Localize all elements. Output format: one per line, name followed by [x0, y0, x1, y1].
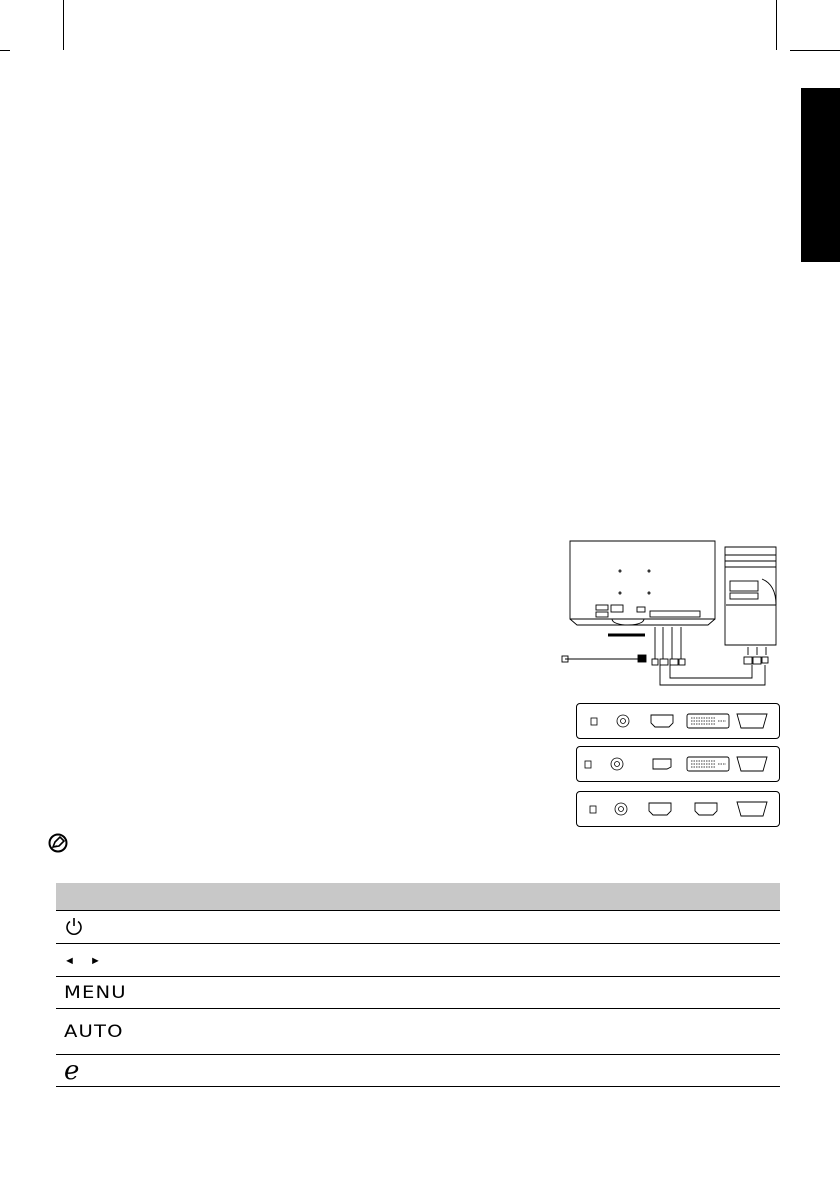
table-row [56, 1055, 780, 1087]
controls-table-header [56, 883, 780, 911]
icon-cell [56, 1055, 152, 1087]
table-row [56, 944, 780, 977]
vga-port-icon [737, 757, 767, 771]
power-port-icon [590, 806, 596, 813]
control-description [152, 1055, 780, 1087]
cables [562, 627, 768, 685]
power-icon [64, 916, 84, 936]
audio-port-icon [617, 715, 629, 727]
hdmi-port-icon [695, 803, 717, 815]
pc-tower [725, 547, 776, 645]
note-icon [48, 833, 68, 853]
port-panel-2-art [577, 747, 779, 781]
control-description [152, 1009, 780, 1055]
hdmi-port-icon [649, 803, 671, 815]
audio-port-icon [611, 758, 623, 770]
vga-port-icon [737, 714, 767, 728]
control-description [152, 944, 780, 977]
table-row [56, 911, 780, 944]
icon-cell [56, 1009, 152, 1055]
auto-icon: AUTO [64, 1021, 124, 1042]
language-tab [801, 88, 840, 262]
audio-port-icon [615, 803, 627, 815]
monitor-back [570, 541, 715, 635]
port-panel-1-art [577, 704, 779, 738]
port-panel-3-art [577, 792, 779, 826]
menu-icon: MENU [64, 982, 127, 1003]
controls-table [56, 883, 780, 1087]
crop-mark-top-left-h [0, 50, 10, 51]
table-row [56, 1009, 780, 1055]
connection-diagram [540, 535, 790, 695]
crop-mark-top-right-h [790, 50, 840, 51]
icon-cell [56, 977, 152, 1009]
control-description [152, 911, 780, 944]
control-description [152, 977, 780, 1009]
displayport-port-icon [653, 759, 671, 769]
port-panel-1 [576, 703, 780, 739]
icon-cell [56, 911, 152, 944]
table-row [56, 977, 780, 1009]
hdmi-port-icon [651, 715, 673, 727]
crop-mark-top-right [776, 0, 777, 50]
empowering-e-icon: e [64, 1055, 80, 1086]
crop-mark-top-left [63, 0, 64, 50]
power-port-icon [585, 761, 591, 768]
vga-port-icon [737, 802, 767, 816]
power-port-icon [591, 718, 597, 725]
dvi-port-icon [687, 757, 729, 771]
icon-cell [56, 944, 152, 977]
header-cell-icon [56, 883, 152, 911]
dvi-port-icon [687, 714, 729, 728]
arrow-left-right-icon: ◄ ► [64, 955, 107, 967]
header-cell-description [152, 883, 780, 911]
port-panel-2 [576, 746, 780, 782]
port-panel-3 [576, 791, 780, 827]
